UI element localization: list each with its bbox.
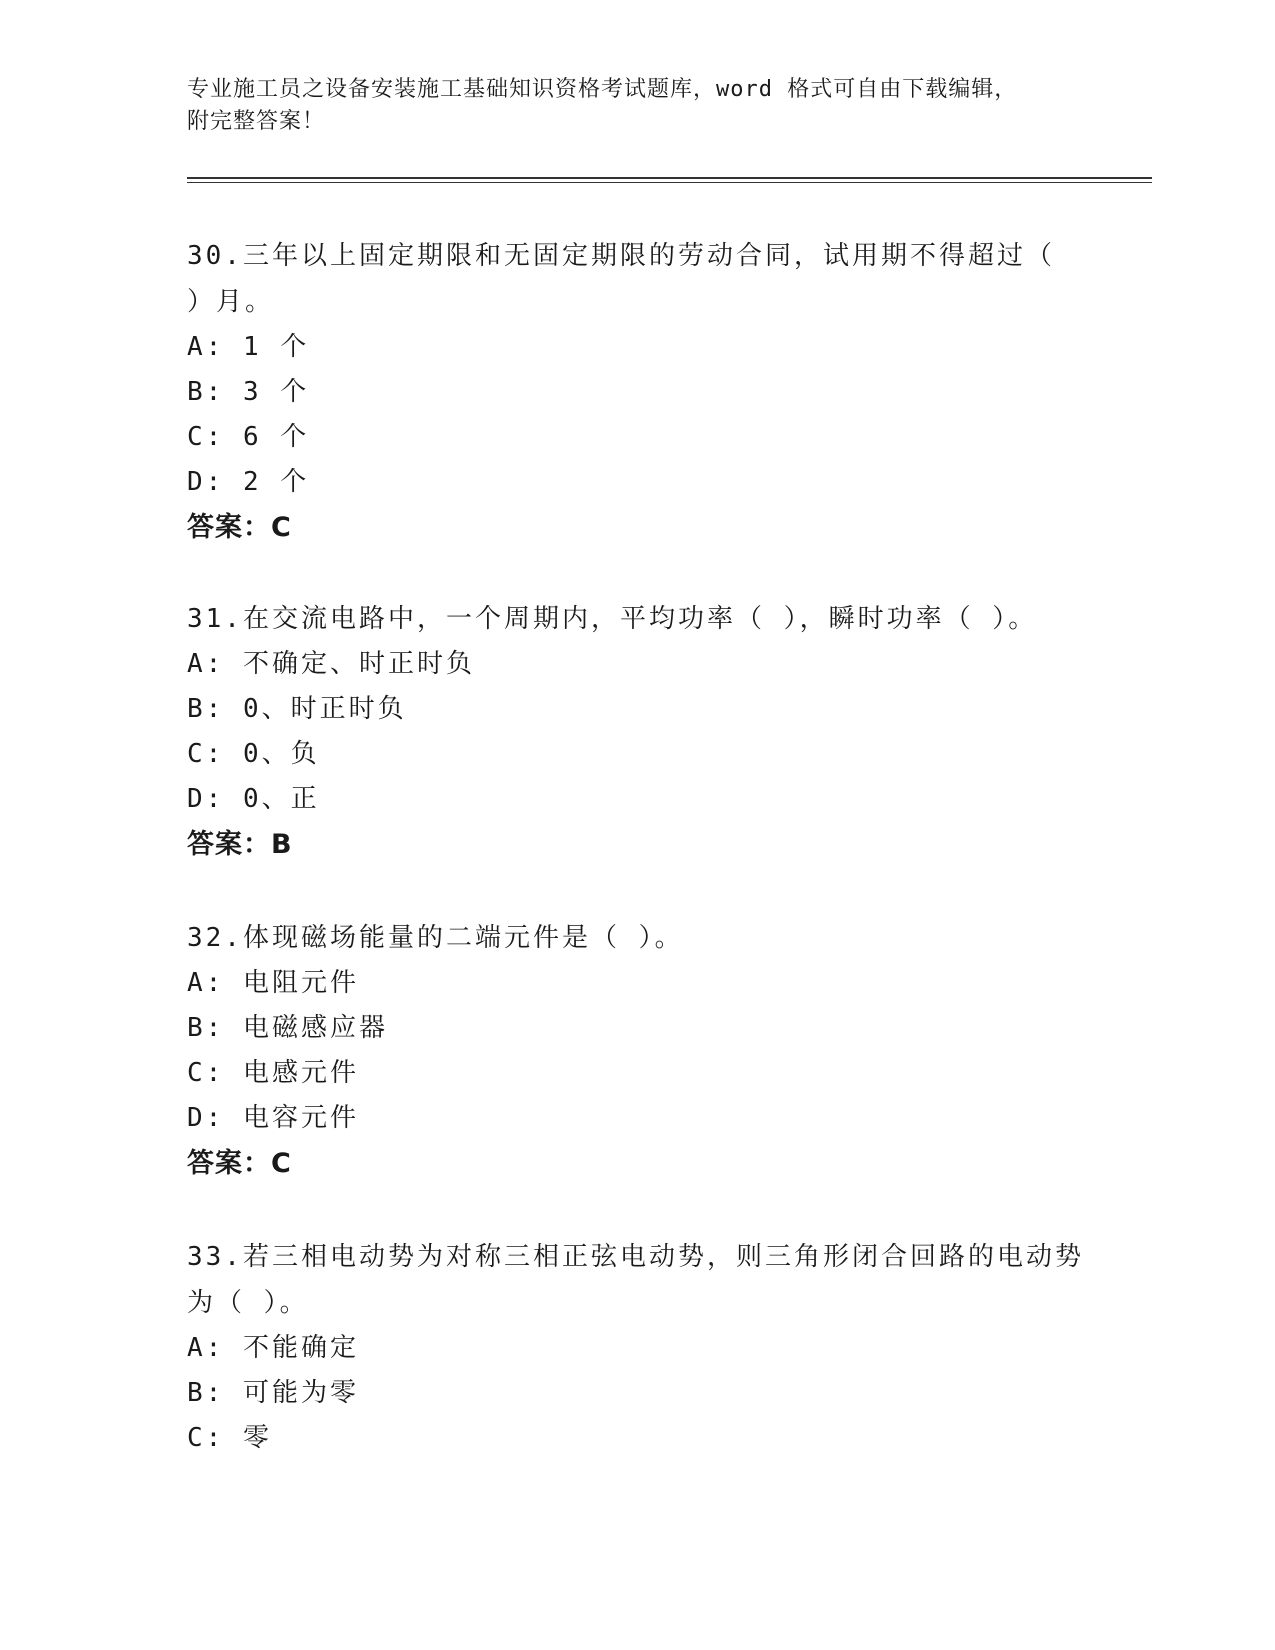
question-stem-line-1: 32.体现磁场能量的二端元件是（ ）。 bbox=[187, 923, 684, 953]
option-a: A: 不确定、时正时负 bbox=[187, 649, 475, 679]
option-b: B: 3 个 bbox=[187, 377, 310, 407]
header-divider-bottom bbox=[187, 182, 1152, 183]
option-b: B: 0、时正时负 bbox=[187, 694, 407, 724]
question-stem-line-2: ）月。 bbox=[187, 287, 275, 317]
option-d: D: 2 个 bbox=[187, 467, 310, 497]
answer-line: 答案：C bbox=[187, 1148, 292, 1179]
option-c: C: 零 bbox=[187, 1423, 272, 1453]
header-line-2: 附完整答案！ bbox=[187, 109, 326, 134]
option-a: A: 不能确定 bbox=[187, 1333, 359, 1363]
question-31 bbox=[187, 596, 1087, 868]
answer-line: 答案：C bbox=[187, 512, 292, 543]
header-divider-top bbox=[187, 177, 1152, 179]
option-c: C: 0、负 bbox=[187, 739, 320, 769]
question-33 bbox=[187, 1234, 1087, 1461]
question-32 bbox=[187, 915, 1087, 1187]
question-stem-line-1: 33.若三相电动势为对称三相正弦电动势，则三角形闭合回路的电动势 bbox=[187, 1242, 1084, 1272]
option-d: D: 电容元件 bbox=[187, 1103, 359, 1133]
option-b: B: 可能为零 bbox=[187, 1378, 359, 1408]
option-a: A: 1 个 bbox=[187, 332, 310, 362]
option-d: D: 0、正 bbox=[187, 784, 320, 814]
answer-line: 答案：B bbox=[187, 829, 293, 860]
option-a: A: 电阻元件 bbox=[187, 968, 359, 998]
option-b: B: 电磁感应器 bbox=[187, 1013, 388, 1043]
question-30 bbox=[187, 233, 1087, 551]
option-c: C: 电感元件 bbox=[187, 1058, 359, 1088]
header-line-1: 专业施工员之设备安装施工基础知识资格考试题库，word 格式可自由下载编辑， bbox=[187, 77, 1018, 102]
question-stem-line-1: 30.三年以上固定期限和无固定期限的劳动合同，试用期不得超过（ bbox=[187, 241, 1055, 271]
question-stem-line-1: 31.在交流电路中，一个周期内，平均功率（ ），瞬时功率（ ）。 bbox=[187, 604, 1038, 634]
option-c: C: 6 个 bbox=[187, 422, 310, 452]
document-header bbox=[187, 74, 1107, 138]
question-stem-line-2: 为（ ）。 bbox=[187, 1288, 309, 1318]
